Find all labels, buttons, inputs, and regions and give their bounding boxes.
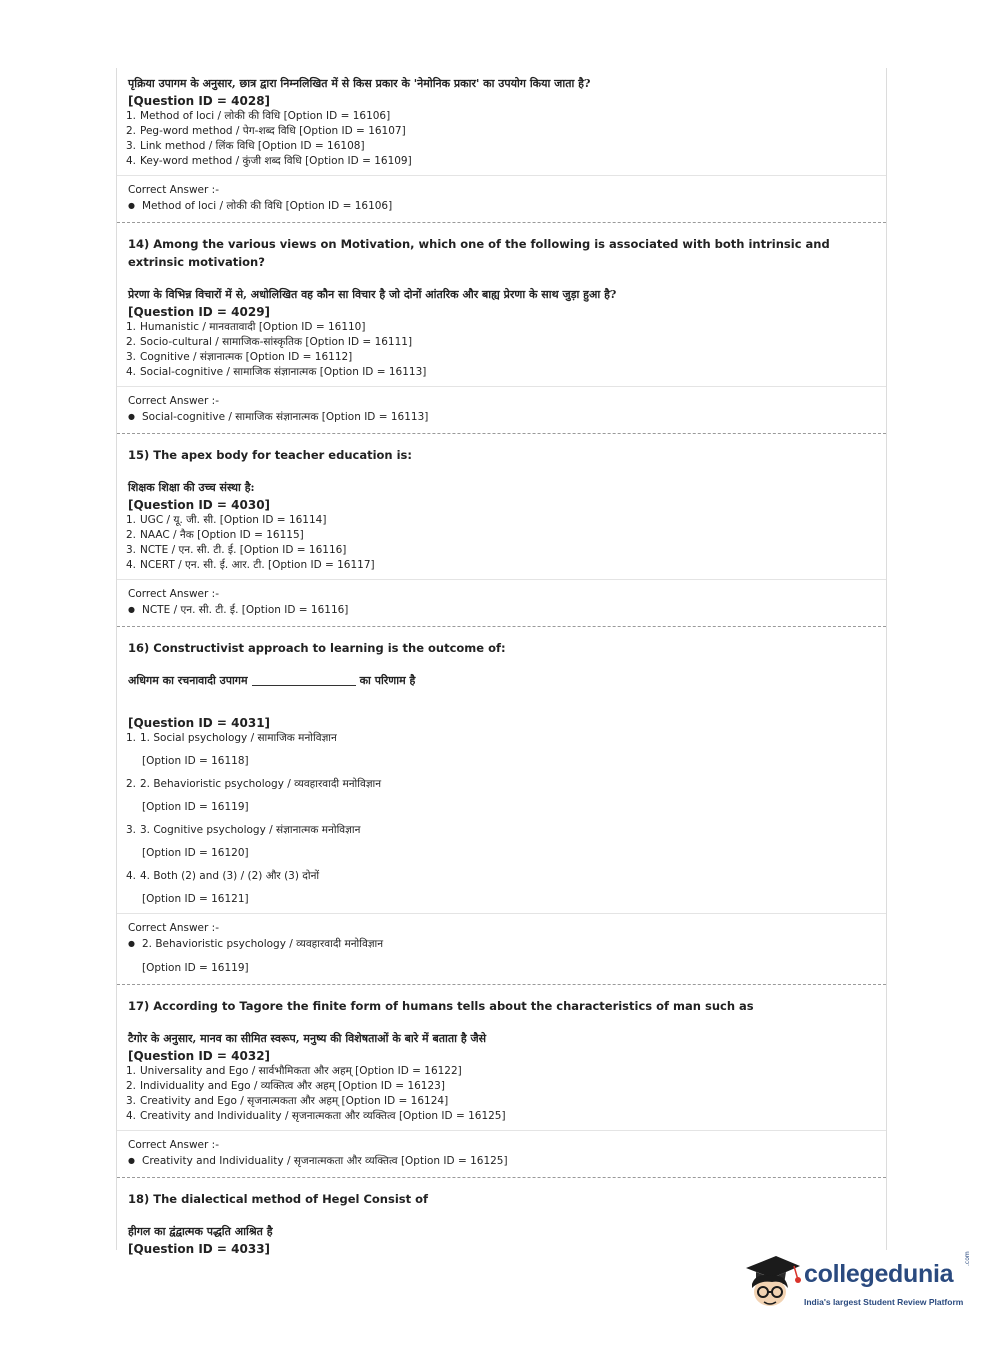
question-14 — [117, 223, 886, 434]
correct-answer-label: Correct Answer :- — [128, 184, 219, 196]
option-item: 2. 2. Behavioristic psychology / व्यवहारवादी मनोविज्ञान [Option ID = 16119] — [126, 778, 382, 813]
option-item: 1. UGC / यू. जी. सी. [Option ID = 16114] — [126, 514, 327, 526]
question-id: [Question ID = 4032] — [128, 1049, 271, 1063]
question-hindi-text: शिक्षक शिक्षा की उच्च संस्था है: — [128, 481, 255, 494]
correct-answer: ● 2. Behavioristic psychology / व्यवहारवादी मनोविज्ञान [Option ID = 16119] — [128, 938, 384, 974]
option-item: 2. NAAC / नैक [Option ID = 16115] — [126, 529, 304, 541]
correct-answer-label: Correct Answer :- — [128, 1139, 219, 1151]
option-item: 4. Key-word method / कुंजी शब्द विधि [Option ID = 16109] — [126, 155, 412, 167]
question-id: [Question ID = 4029] — [128, 305, 271, 319]
option-item: 3. Link method / लिंक विधि [Option ID = 16108] — [126, 140, 365, 152]
correct-answer-block — [117, 175, 886, 218]
question-title: 14) Among the various views on Motivation, which one of the following is associated with both intrinsic and extrinsic motivation? — [128, 237, 830, 269]
question-title: 17) According to Tagore the finite form of humans tells about the characteristics of man such as — [128, 999, 754, 1013]
question-16 — [117, 627, 886, 985]
question-title: 18) The dialectical method of Hegel Consist of — [128, 1192, 429, 1206]
correct-answer: ● Social-cognitive / सामाजिक संज्ञानात्मक [Option ID = 16113] — [128, 411, 429, 423]
option-item: 4. NCERT / एन. सी. ई. आर. टी. [Option ID = 16117] — [126, 559, 375, 571]
logo-com: .com — [964, 1251, 971, 1266]
bullet-icon: ● — [128, 605, 135, 614]
bullet-icon: ● — [128, 1156, 135, 1165]
question-id: [Question ID = 4031] — [128, 716, 271, 730]
correct-answer-block — [117, 579, 886, 622]
correct-answer: ● Method of loci / लोकी की विधि [Option ID = 16106] — [128, 200, 393, 212]
option-item: 3. 3. Cognitive psychology / संज्ञानात्मक मनोविज्ञान [Option ID = 16120] — [126, 824, 361, 859]
correct-answer-block — [117, 386, 886, 429]
option-item: 1. Method of loci / लोकी की विधि [Option ID = 16106] — [126, 110, 391, 122]
option-item: 4. Social-cognitive / सामाजिक संज्ञानात्मक [Option ID = 16113] — [126, 366, 427, 378]
question-id: [Question ID = 4033] — [128, 1242, 271, 1256]
option-item: 3. Creativity and Ego / सृजनात्मकता और अहम् [Option ID = 16124] — [126, 1095, 449, 1107]
question-hindi-text: पृक्रिया उपागम के अनुसार, छात्र द्वारा निम्नलिखित में से किस प्रकार के 'नेमोनिक प्रकार' का उपयोग किया जाता है? — [128, 77, 591, 90]
student-mascot-icon — [742, 1250, 802, 1314]
bullet-icon: ● — [128, 412, 135, 421]
question-id: [Question ID = 4028] — [128, 94, 271, 108]
correct-answer-block — [117, 913, 886, 980]
collegedunia-logo — [742, 1250, 972, 1318]
question-paper — [116, 68, 887, 1256]
fill-in-blank — [252, 685, 356, 686]
correct-answer-label: Correct Answer :- — [128, 922, 219, 934]
correct-answer-block — [117, 1130, 886, 1173]
option-item: 2. Socio-cultural / सामाजिक-सांस्कृतिक [Option ID = 16111] — [126, 336, 413, 348]
option-item: 4. Creativity and Individuality / सृजनात्मकता और व्यक्तित्व [Option ID = 16125] — [126, 1110, 506, 1122]
option-item: 1. Humanistic / मानवतावादी [Option ID = 16110] — [126, 321, 366, 333]
question-id: [Question ID = 4030] — [128, 498, 271, 512]
question-title: 16) Constructivist approach to learning is the outcome of: — [128, 641, 506, 655]
option-list — [128, 1064, 876, 1124]
logo-wordmark: collegedunia — [804, 1260, 954, 1288]
question-hindi-text: प्रेरणा के विभिन्न विचारों में से, अधोलिखित वह कौन सा विचार है जो दोनों आंतरिक और बाह्य प्रेरणा के साथ जुड़ा हुआ है? — [128, 288, 617, 301]
question-15 — [117, 434, 886, 627]
question-hindi-text: हीगल का द्वंद्वात्मक पद्धति आश्रित है — [128, 1225, 273, 1238]
option-item: 4. 4. Both (2) and (3) / (2) और (3) दोनों [Option ID = 16121] — [126, 870, 320, 905]
question-hindi-text: अधिगम का रचनावादी उपागम का परिणाम है — [128, 674, 416, 687]
option-item: 2. Peg-word method / पेग-शब्द विधि [Option ID = 16107] — [126, 125, 406, 137]
bullet-icon: ● — [128, 201, 135, 210]
option-list — [128, 731, 876, 907]
correct-answer-label: Correct Answer :- — [128, 395, 219, 407]
option-list — [128, 109, 876, 169]
option-item: 2. Individuality and Ego / व्यक्तित्व और अहम् [Option ID = 16123] — [126, 1080, 445, 1092]
question-17 — [117, 985, 886, 1178]
question-hindi-text: टैगोर के अनुसार, मानव का सीमित स्वरूप, मनुष्य की विशेषताओं के बारे में बताता है जैसे — [128, 1032, 487, 1045]
option-list — [128, 513, 876, 573]
option-item: 3. Cognitive / संज्ञानात्मक [Option ID = 16112] — [126, 351, 353, 363]
correct-answer: ● Creativity and Individuality / सृजनात्मकता और व्यक्तित्व [Option ID = 16125] — [128, 1155, 508, 1167]
option-item: 1. Universality and Ego / सार्वभौमिकता और अहम् [Option ID = 16122] — [126, 1065, 462, 1077]
option-item: 1. 1. Social psychology / सामाजिक मनोविज्ञान [Option ID = 16118] — [126, 732, 337, 767]
question-13 — [117, 68, 886, 223]
logo-tagline: India's largest Student Review Platform — [804, 1297, 964, 1307]
correct-answer: ● NCTE / एन. सी. टी. ई. [Option ID = 16116] — [128, 604, 349, 616]
option-list — [128, 320, 876, 380]
option-item: 3. NCTE / एन. सी. टी. ई. [Option ID = 16116] — [126, 544, 347, 556]
question-title: 15) The apex body for teacher education is: — [128, 448, 413, 462]
correct-answer-label: Correct Answer :- — [128, 588, 219, 600]
bullet-icon: ● — [128, 939, 135, 948]
